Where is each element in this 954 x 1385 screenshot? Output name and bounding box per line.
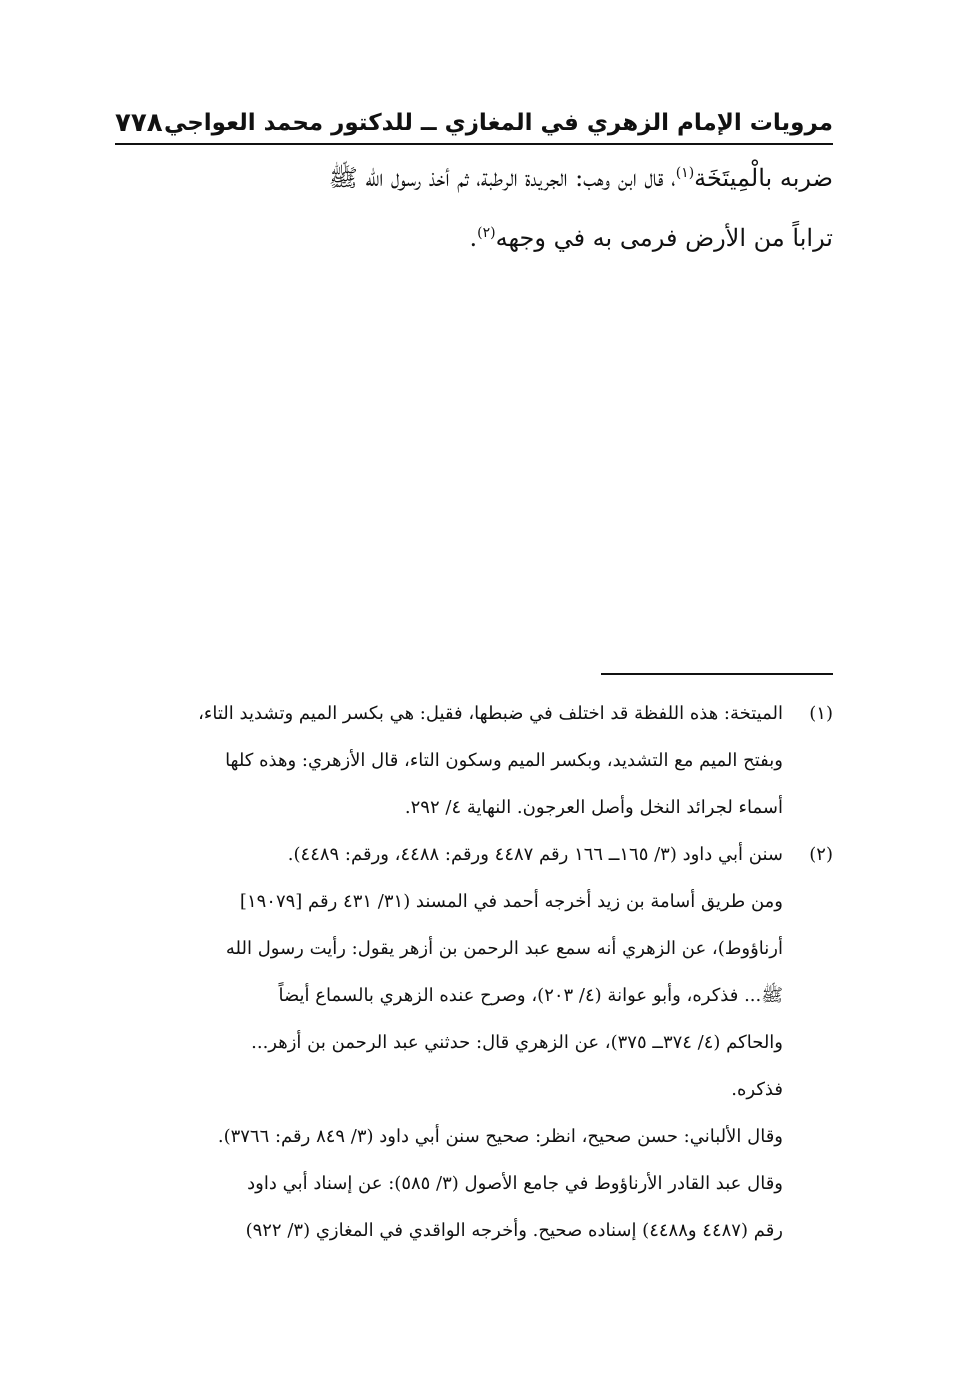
footnote-line: والحاكم (٤/ ٣٧٤ــ ٣٧٥)، عن الزهري قال: حدثني عبد الرحمن بن أزهر... <box>251 1032 783 1053</box>
page-number: ٧٧٨ <box>115 108 163 138</box>
footnote-separator <box>601 673 833 675</box>
main-text-line <box>115 208 833 268</box>
footnote-line: سنن أبي داود (٣/ ١٦٥ــ ١٦٦ رقم ٤٤٨٧ ورقم: ٤٤٨٨، ورقم: ٤٤٨٩). <box>287 844 783 865</box>
footnote-line: الميتخة: هذه اللفظة قد اختلف في ضبطها، فقيل: هي بكسر الميم وتشديد التاء، <box>198 703 783 724</box>
footnote-line: أسماء لجرائد النخل وأصل العرجون. النهاية ٤/ ٢٩٢. <box>404 797 783 818</box>
footnote-reference: (٢) <box>477 225 496 241</box>
footnote-reference: (١) <box>675 165 695 181</box>
header-rule <box>115 143 833 145</box>
footnote-line: رقم (٤٤٨٧ و٤٤٨٨) إسناده صحيح. وأخرجه الواقدي في المغازي (٣/ ٩٢٢) <box>245 1220 783 1241</box>
footnotes <box>115 690 833 1254</box>
footnote-line: ﷺ... فذكره، وأبو عوانة (٤/ ٢٠٣)، وصرح عنده الزهري بالسماع أيضاً <box>278 985 783 1006</box>
footnote-line: ومن طريق أسامة بن زيد أخرجه أحمد في المسند (٣١/ ٤٣١ رقم [١٩٠٧٩] <box>239 891 783 912</box>
running-title: مرويات الإمام الزهري في المغازي ــ للدكتور محمد العواجي <box>163 110 833 136</box>
footnote-line: أرناؤوط)، عن الزهري أنه سمع عبد الرحمن بن أزهر يقول: رأيت رسول الله <box>225 938 783 959</box>
main-text <box>115 148 833 268</box>
page-header <box>115 105 833 145</box>
footnote-line: وقال الألباني: حسن صحيح، انظر: صحيح سنن أبي داود (٣/ ٨٤٩ رقم: ٣٧٦٦). <box>217 1126 783 1147</box>
text-segment: ، قال ابن وهب: الجريدة الرطبة، ثم أخذ رسول الله ﷺ <box>328 164 676 192</box>
text-segment: تراباً من الأرض فرمى به في وجهه <box>495 224 833 252</box>
footnote-line: فذكره. <box>731 1079 783 1100</box>
text-segment: . <box>469 224 478 252</box>
footnote-1 <box>115 690 833 831</box>
footnote-line: وقال عبد القادر الأرناؤوط في جامع الأصول (٣/ ٥٨٥): عن إسناد أبي داود <box>247 1173 783 1194</box>
footnote-number: (١) <box>809 703 833 724</box>
footnote-2 <box>115 831 833 1254</box>
footnote-line: وبفتح الميم مع التشديد، وبكسر الميم وسكون التاء، قال الأزهري: وهذه كلها <box>225 750 783 771</box>
text-segment: ضربه بالْمِيتَخَة <box>694 164 833 192</box>
main-text-line <box>115 148 833 208</box>
footnote-number: (٢) <box>809 844 833 865</box>
